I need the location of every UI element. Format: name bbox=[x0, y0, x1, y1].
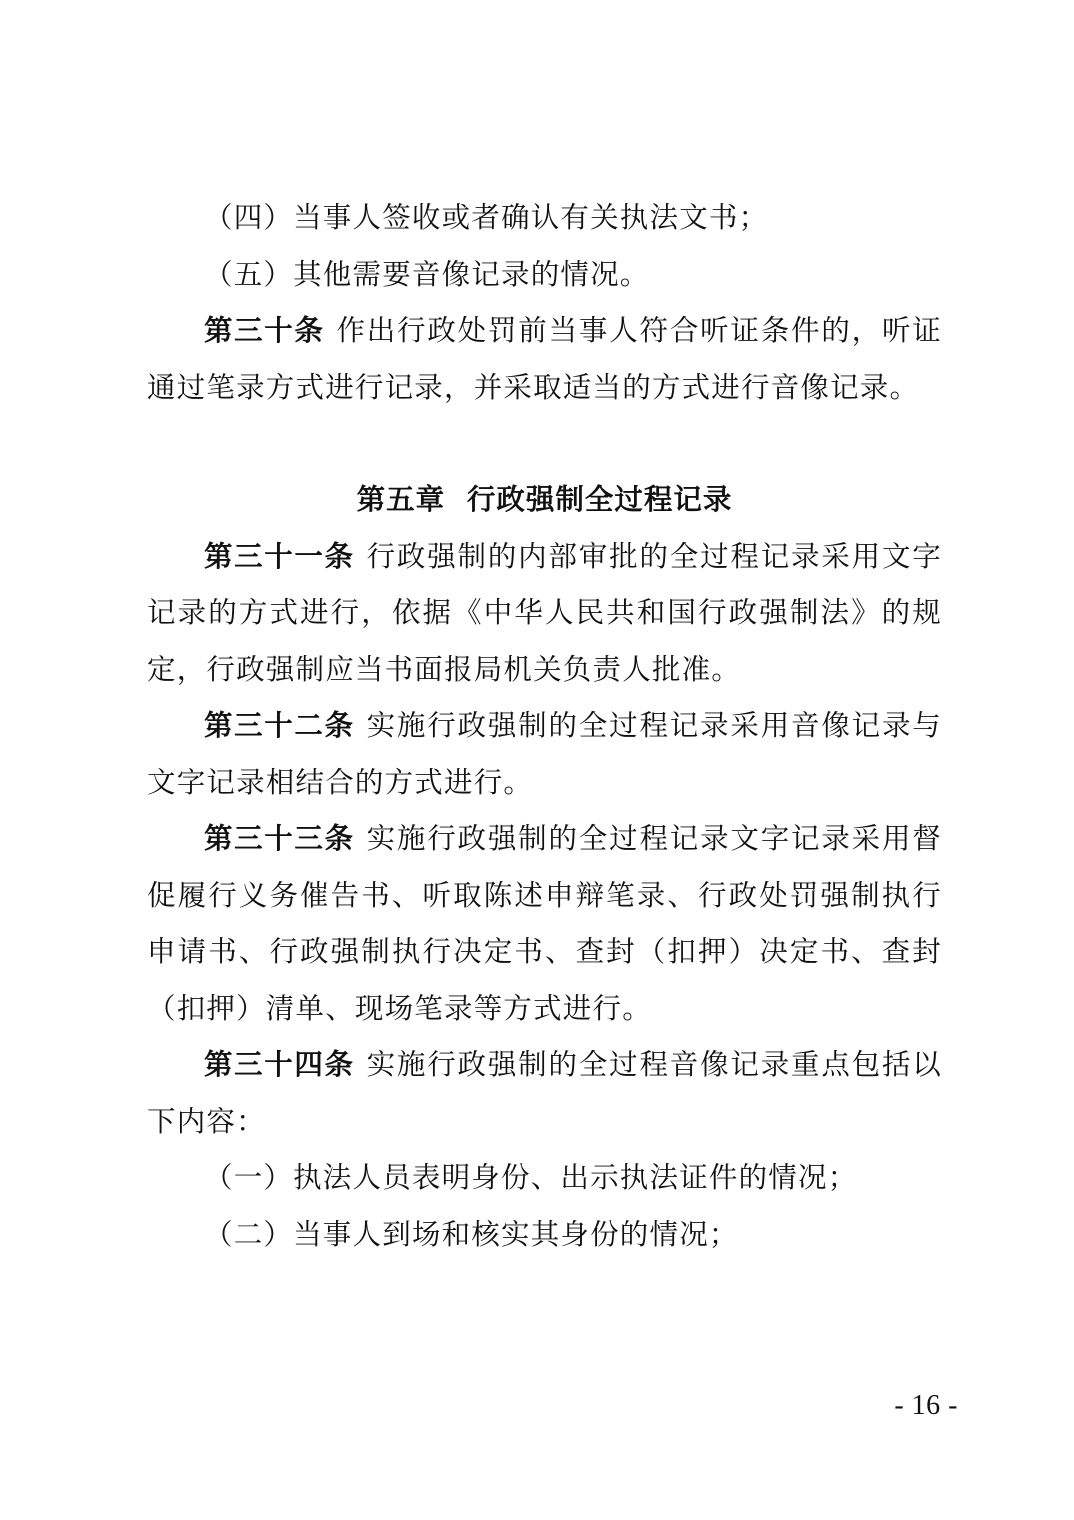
list-item-text: （一）执法人员表明身份、出示执法证件的情况； bbox=[204, 1161, 858, 1194]
article-text: 实施行政强制的全过程记录文字记录采用督促履行义务催告书、听取陈述申辩笔录、行政处罚强制执行申请书、行政强制执行决定书、查封（扣押）决定书、查封（扣押）清单、现场笔录等方式进行。 bbox=[147, 822, 942, 1025]
article-text: 实施行政强制的全过程音像记录重点包括以下内容： bbox=[147, 1048, 942, 1138]
document-body bbox=[147, 190, 942, 1263]
article-number: 第三十三条 bbox=[204, 822, 355, 855]
list-item-text: （二）当事人到场和核实其身份的情况； bbox=[204, 1217, 739, 1251]
article-30 bbox=[147, 303, 942, 416]
article-number: 第三十条 bbox=[204, 314, 325, 347]
article-text: 行政强制的内部审批的全过程记录采用文字记录的方式进行，依据《中华人民共和国行政强制法》的规定，行政强制应当书面报局机关负责人批准。 bbox=[147, 539, 942, 686]
list-item-text: （四）当事人签收或者确认有关执法文书； bbox=[204, 201, 769, 234]
page-number: - 16 - bbox=[894, 1390, 958, 1421]
article-text: 作出行政处罚前当事人符合听证条件的，听证通过笔录方式进行记录，并采取适当的方式进行音像记录。 bbox=[147, 314, 942, 404]
article-number: 第三十一条 bbox=[204, 539, 355, 573]
list-item-5 bbox=[147, 247, 942, 304]
list-item-2 bbox=[147, 1207, 942, 1264]
article-text: 实施行政强制的全过程记录采用音像记录与文字记录相结合的方式进行。 bbox=[147, 709, 942, 799]
list-item-1 bbox=[147, 1150, 942, 1207]
article-32 bbox=[147, 698, 942, 811]
article-number: 第三十四条 bbox=[204, 1048, 355, 1081]
article-31 bbox=[147, 529, 942, 699]
article-number: 第三十二条 bbox=[204, 709, 355, 742]
article-34 bbox=[147, 1037, 942, 1150]
article-33 bbox=[147, 811, 942, 1037]
list-item-4 bbox=[147, 190, 942, 247]
chapter-heading: 第五章 行政强制全过程记录 bbox=[356, 483, 733, 516]
list-item-text: （五）其他需要音像记录的情况。 bbox=[204, 257, 650, 291]
